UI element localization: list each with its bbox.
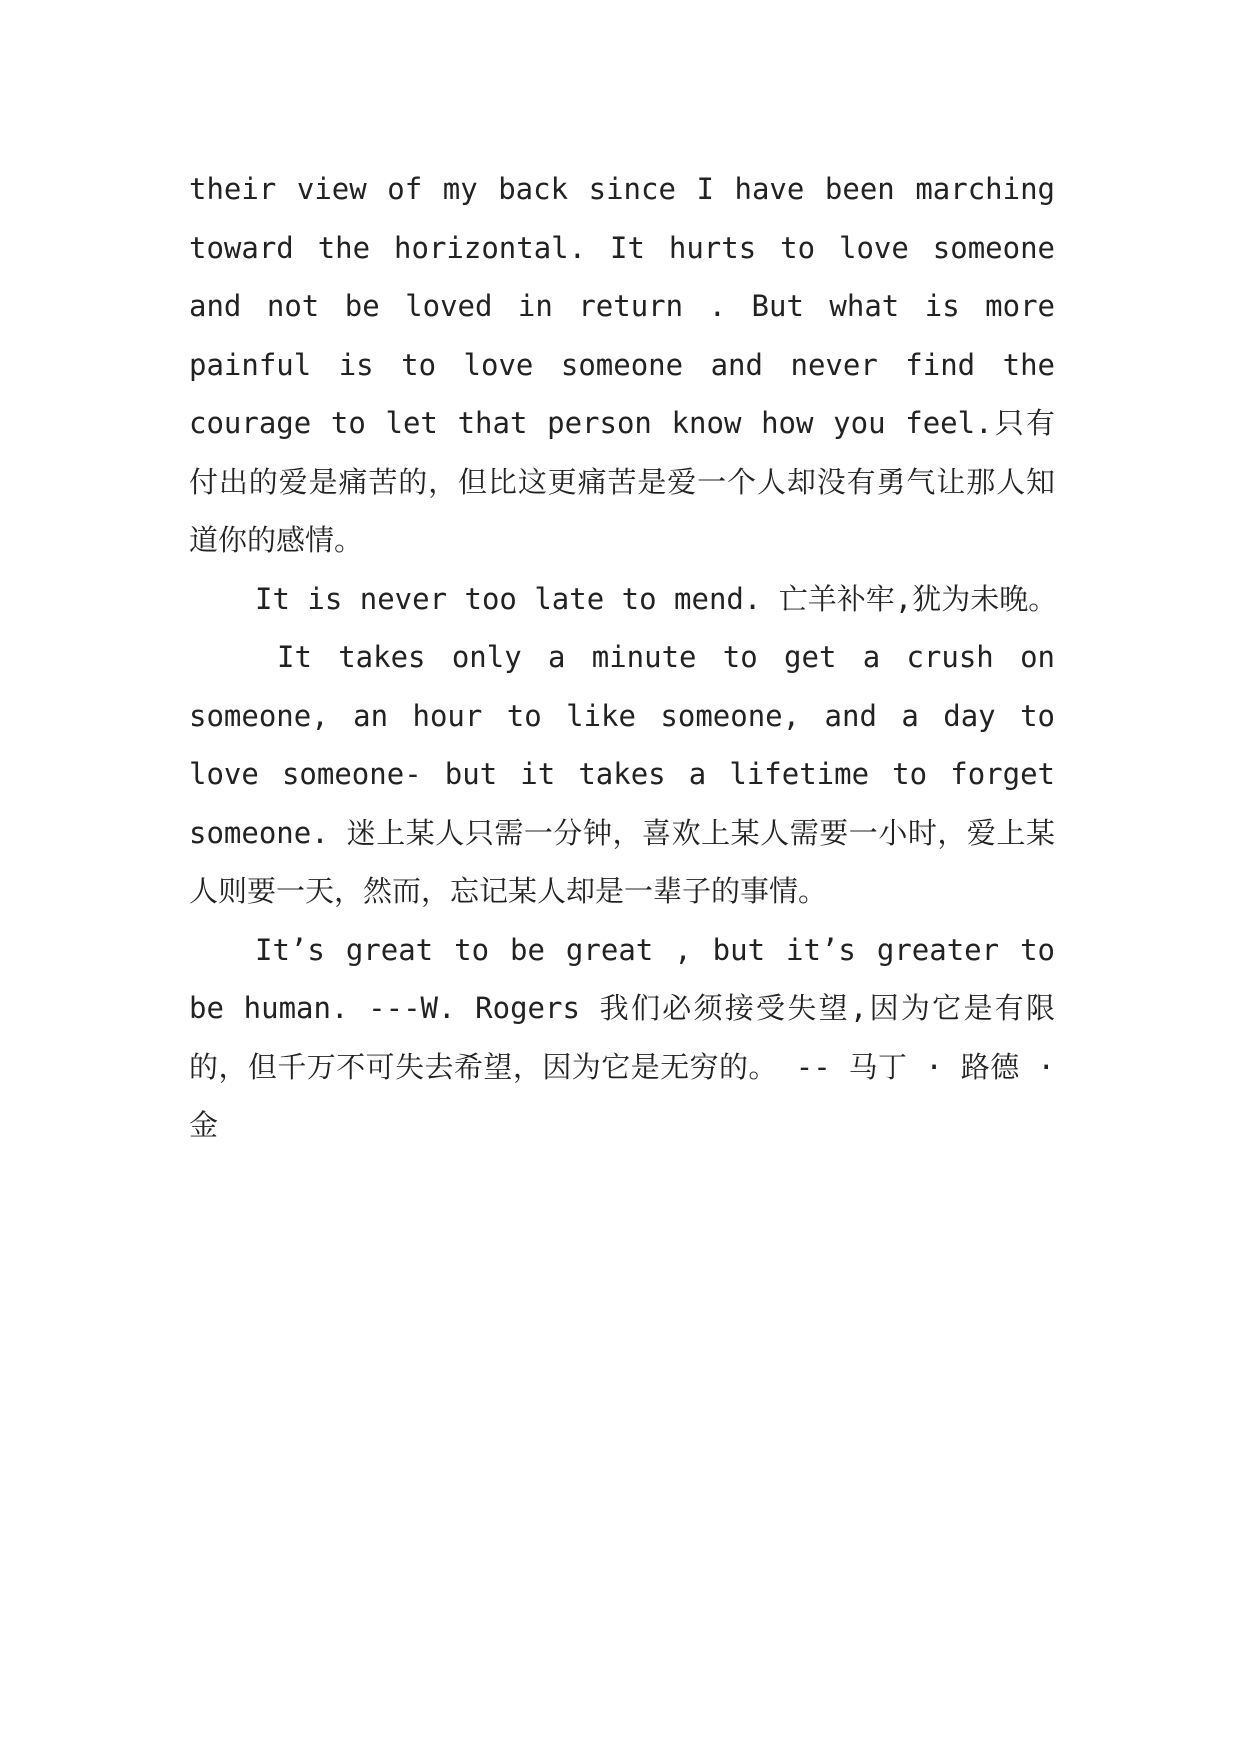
paragraph-great-human-quote: It’s great to be great , but it’s greater to be human. ---W. Rogers 我们必须接受失望,因为它是有限的，但千万不可失去希望，因为它是无穷的。 -- 马丁 · 路德 · 金: [189, 932, 1055, 1142]
paragraph-love-courage: their view of my back since I have been marching toward the horizontal. It hurts to love someone and not be loved in return . But what is more painful is to love someone and never find the courage to let that person know how you feel.只有付出的爱是痛苦的，但比这更痛苦是爱一个人却没有勇气让那人知道你的感情。: [189, 172, 1055, 557]
paragraph-crush-lifetime: It takes only a minute to get a crush on someone, an hour to like someone, and a day to love someone- but it takes a lifetime to forget someone. 迷上某人只需一分钟，喜欢上某人需要一小时，爱上某人则要一天，然而，忘记某人却是一辈子的事情。: [189, 640, 1055, 908]
paragraph-never-too-late: It is never too late to mend. 亡羊补牢,犹为未晚。: [255, 581, 1058, 616]
document-body: [189, 160, 1058, 1155]
